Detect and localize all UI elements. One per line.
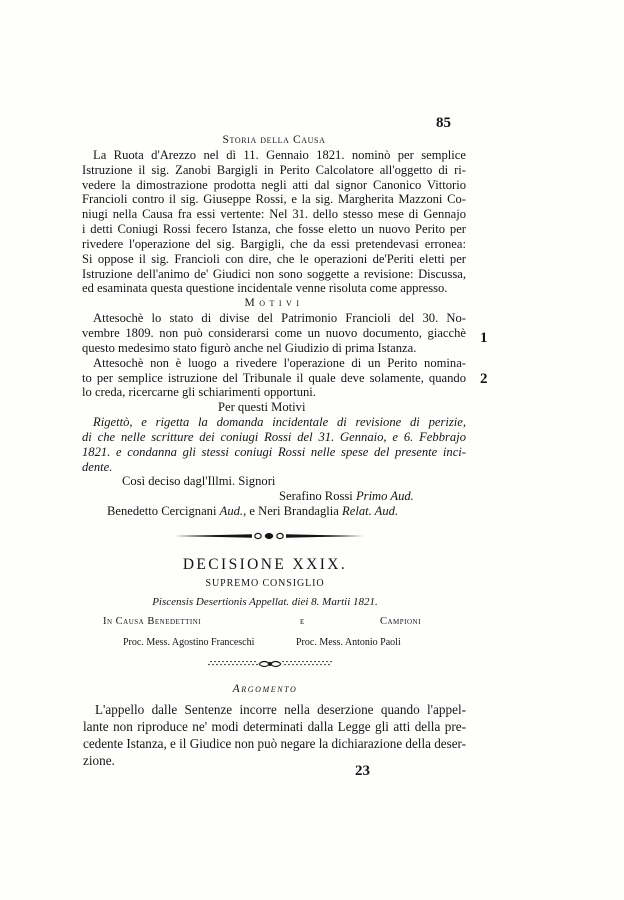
ruling-line — [82, 460, 466, 475]
decision-title — [80, 555, 450, 575]
motive-line-text: Attesochè non è luogo a rivedere l'operazione di un Perito nomina- — [93, 355, 466, 370]
story-line — [82, 237, 466, 252]
ruling-line-text: dente. — [82, 459, 113, 474]
judge-role: Relat. Aud. — [342, 504, 399, 519]
argument-line — [83, 718, 466, 735]
case-title — [80, 595, 450, 610]
signatory-line — [82, 504, 466, 519]
story-line — [82, 207, 466, 222]
signatory-line-content — [279, 489, 414, 504]
attorney-right: Proc. Mess. Antonio Paoli — [296, 637, 401, 648]
story-line — [82, 281, 466, 296]
argument-line-text: L'appello dalle Sentenze incorre nella deserzione quando l'appel- — [95, 702, 466, 717]
party-right: Campioni — [380, 616, 421, 627]
decision-body — [82, 133, 466, 519]
motive-line-text: Attesochè lo stato di divise del Patrimonio Francioli del 30. No- — [93, 311, 466, 326]
party-conjunction: e — [300, 616, 305, 627]
judge-role: Primo Aud. — [355, 489, 414, 504]
story-line-text: Istruzione il sig. Zanobi Bargigli in Perito Calcolatore all'oggetto di ri- — [82, 162, 466, 177]
judge-name: Benedetto Cercignani — [107, 504, 217, 519]
story-line — [82, 267, 466, 282]
story-line-text: i detti Coniugi Rossi fecero Istanza, che fosse eletto un nuovo Perito per — [82, 222, 466, 237]
argument-line — [83, 701, 466, 718]
ruling-line-text: 1821. e condanna gli stessi coniugi Rossi nelle spese del presente inci- — [82, 444, 466, 459]
story-line-text: Si oppose il sig. Francioli con dire, che le operazioni de'Periti eletti per — [82, 251, 466, 266]
motive-line — [82, 356, 466, 371]
story-line — [82, 192, 466, 207]
ruling-line — [82, 445, 466, 460]
story-line — [82, 222, 466, 237]
court-name-text: SUPREMO CONSIGLIO — [205, 578, 325, 589]
court-name — [80, 577, 450, 591]
motive-line-text: vembre 1809. non può considerarsi come un nuovo documento, giacchè — [82, 325, 466, 340]
signatories-intro — [82, 474, 466, 489]
ruling-line-text: Rigettò, e rigetta la domanda incidentale di revisione di perizie, — [93, 415, 466, 430]
signatories-intro-text: Così deciso dagl'Illmi. Signori — [122, 474, 276, 489]
motive-line — [82, 371, 466, 386]
story-line — [82, 252, 466, 267]
attorney-left: Proc. Mess. Agostino Franceschi — [123, 637, 255, 648]
story-line-text: La Ruota d'Arezzo nel dì 11. Gennaio 1821. nominò per semplice — [93, 147, 466, 162]
argument-line-text: zione. — [83, 753, 115, 768]
heading-motivi — [82, 296, 466, 311]
judge-name: , e Neri Brandaglia — [243, 504, 339, 519]
argument-line — [83, 735, 466, 752]
ruling-line — [82, 415, 466, 430]
heading-argomento-text: Argomento — [232, 683, 298, 695]
heading-per-questi-motivi — [82, 400, 466, 415]
margin-note: 1 — [480, 330, 488, 346]
case-title-text: Piscensis Desertionis Appellat. diei 8. Martii 1821. — [152, 596, 378, 608]
story-line-text: vedere la dimostrazione prodotta negli atti dal signor Canonico Vittorio — [82, 177, 466, 192]
argument-block — [83, 701, 466, 769]
story-line-text: rivedere l'operazione del sig. Bargigli, che da essi pretendevasi erronea: — [82, 236, 466, 251]
motive-line — [82, 311, 466, 326]
story-line — [82, 163, 466, 178]
story-line — [82, 178, 466, 193]
story-line — [82, 148, 466, 163]
motive-line-text: to per semplice istruzione del Tribunale il quale deve solamente, quando — [82, 370, 466, 385]
story-line-text: niugi nella Causa fra essi vertente: Nel 31. dello stesso mese di Gennajo — [82, 207, 466, 222]
heading-motivi-text: Motivi — [244, 297, 304, 310]
motive-line-text: lo creda, ricercarne gli schiarimenti opportuni. — [82, 385, 316, 400]
ornamental-divider — [208, 657, 332, 671]
ruling-line — [82, 430, 466, 445]
motive-line-text: questo medesimo stato figurò anche nel Giudizio di prima Istanza. — [82, 340, 417, 355]
margin-note: 2 — [480, 371, 488, 387]
page-number: 85 — [436, 115, 451, 131]
motive-line — [82, 385, 466, 400]
ornamental-rule — [174, 529, 364, 543]
story-line-text: Istruzione dell'animo de' Giudici non sono soggette a revisione: Discussa, — [82, 266, 466, 281]
motive-line — [82, 326, 466, 341]
story-line-text: ed esaminata questa questione incidentale venne risoluta come appresso. — [82, 281, 448, 296]
decision-title-text: DECISIONE XXIX. — [182, 556, 348, 573]
ruling-line-text: di che nelle scritture dei coniugi Rossi del 31. Gennaio, e 6. Febbrajo — [82, 429, 466, 444]
heading-storia — [82, 133, 466, 148]
signature-mark: 23 — [355, 763, 370, 779]
argument-line-text: lante non riproduce ne' modi determinati dalla Legge gli atti della pre- — [83, 719, 466, 734]
signatory-line — [82, 489, 466, 504]
story-line-text: Francioli contro il sig. Giuseppe Rossi, e la sig. Margherita Mazzoni Co- — [82, 192, 466, 207]
heading-storia-text: Storia della Causa — [222, 134, 326, 146]
argument-line-text: cedente Istanza, e il Giudice non può negare la dichiarazione della deser- — [83, 736, 466, 751]
heading-per-questi-motivi-text: Per questi Motivi — [218, 400, 306, 415]
motive-line — [82, 341, 466, 356]
judge-role: Aud. — [219, 504, 244, 519]
signatory-line-content — [107, 504, 398, 519]
heading-argomento — [80, 682, 450, 697]
argument-line — [83, 752, 466, 769]
party-left: In Causa Benedettini — [103, 616, 202, 627]
judge-name: Serafino Rossi — [279, 489, 353, 504]
